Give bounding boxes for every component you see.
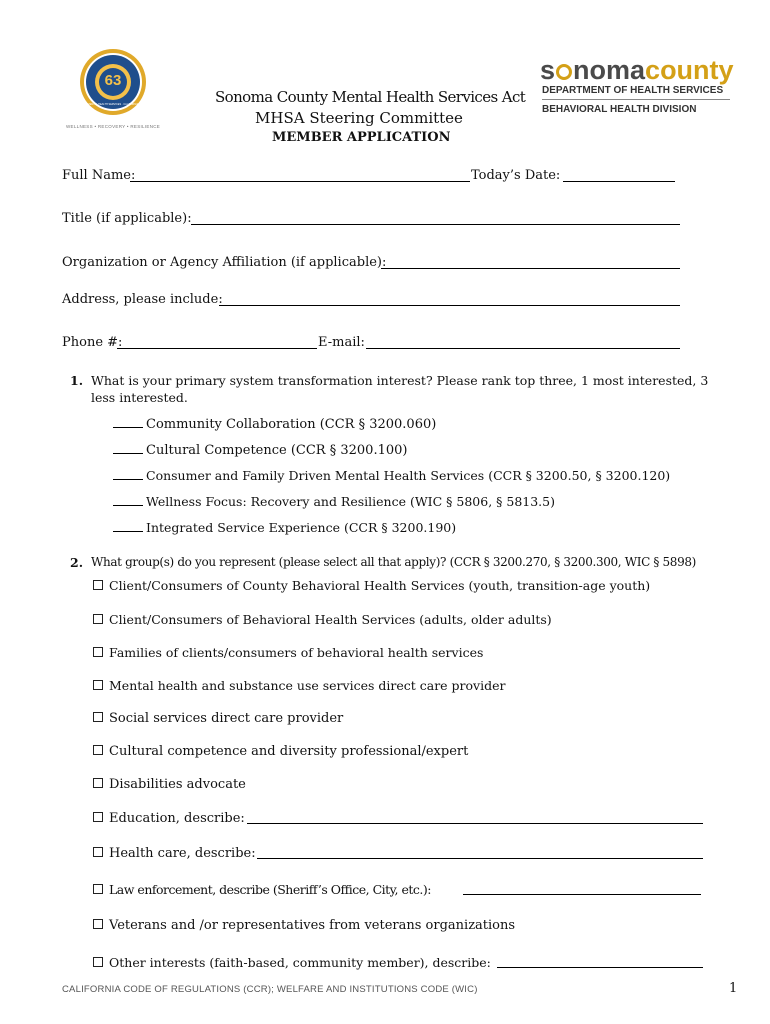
q2-option-3[interactable]: Families of clients/consumers of behavioral health services	[93, 645, 483, 660]
address-label: Address, please include:	[62, 292, 223, 307]
rank-blank[interactable]	[113, 416, 143, 428]
q1-option-1: Community Collaboration (CCR § 3200.060)	[113, 416, 436, 432]
q2-option-5[interactable]: Social services direct care provider	[93, 711, 343, 726]
checkbox-icon[interactable]	[93, 745, 103, 755]
checkbox-icon[interactable]	[93, 812, 103, 822]
q2-option-11[interactable]: Veterans and /or representatives from veterans organizations	[93, 918, 515, 933]
health-care-describe-input[interactable]	[257, 858, 703, 859]
title-input[interactable]	[191, 224, 680, 225]
q1-number: 1.	[70, 373, 84, 388]
doc-title-line3: MEMBER APPLICATION	[272, 130, 451, 145]
logo-county: county	[645, 55, 734, 85]
checkbox-icon[interactable]	[93, 957, 103, 967]
law-enforcement-describe-input[interactable]	[463, 894, 701, 895]
q2-option-4[interactable]: Mental health and substance use services direct care provider	[93, 678, 505, 693]
other-interests-describe-input[interactable]	[497, 967, 703, 968]
logo-division: BEHAVIORAL HEALTH DIVISION	[542, 104, 697, 115]
rank-blank[interactable]	[113, 520, 143, 532]
logo-o-mark	[556, 64, 572, 80]
checkbox-icon[interactable]	[93, 614, 103, 624]
q1-text-line2: less interested.	[91, 390, 188, 405]
rank-blank[interactable]	[113, 468, 143, 480]
checkbox-icon[interactable]	[93, 847, 103, 857]
full-name-input[interactable]	[130, 181, 470, 182]
q1-option-5: Integrated Service Experience (CCR § 3200.190)	[113, 520, 456, 535]
organization-input[interactable]	[381, 268, 680, 269]
doc-title-line1: Sonoma County Mental Health Services Act	[215, 88, 526, 106]
checkbox-icon[interactable]	[93, 919, 103, 929]
rank-blank[interactable]	[113, 442, 143, 454]
seal-number: 63	[104, 72, 122, 89]
seal-tagline: WELLNESS • RECOVERY • RESILIENCE	[66, 124, 161, 129]
county-seal-logo	[78, 47, 148, 117]
seal-ring-text: MENTAL HEALTH SERVICES · CALIFORNIA	[87, 103, 139, 106]
phone-input[interactable]	[117, 348, 317, 349]
logo-divider	[542, 99, 730, 100]
doc-title-line2: MHSA Steering Committee	[255, 109, 463, 127]
q1-option-4: Wellness Focus: Recovery and Resilience (WIC § 5806, § 5813.5)	[113, 494, 555, 509]
checkbox-icon[interactable]	[93, 712, 103, 722]
q1-option-2: Cultural Competence (CCR § 3200.100)	[113, 442, 407, 458]
todays-date-input[interactable]	[563, 181, 675, 182]
q2-option-2[interactable]: Client/Consumers of Behavioral Health Services (adults, older adults)	[93, 612, 552, 627]
q2-option-1[interactable]: Client/Consumers of County Behavioral Health Services (youth, transition-age youth)	[93, 578, 650, 593]
q2-option-9[interactable]: Health care, describe:	[93, 846, 256, 861]
logo-department: DEPARTMENT OF HEALTH SERVICES	[542, 85, 724, 96]
full-name-label: Full Name:	[62, 168, 136, 183]
title-label: Title (if applicable):	[62, 211, 192, 226]
address-input[interactable]	[219, 305, 680, 306]
education-describe-input[interactable]	[247, 823, 703, 824]
q2-option-10[interactable]: Law enforcement, describe (Sheriff’s Office, City, etc.):	[93, 882, 431, 897]
footer-text: CALIFORNIA CODE OF REGULATIONS (CCR); WELFARE AND INSTITUTIONS CODE (WIC)	[62, 984, 478, 995]
checkbox-icon[interactable]	[93, 884, 103, 894]
todays-date-label: Today’s Date:	[471, 168, 561, 183]
q1-option-3: Consumer and Family Driven Mental Health Services (CCR § 3200.50, § 3200.120)	[113, 468, 670, 483]
phone-label: Phone #:	[62, 335, 123, 350]
email-label: E-mail:	[318, 335, 365, 350]
email-input[interactable]	[366, 348, 680, 349]
page-number: 1	[729, 981, 738, 996]
q1-text-line1: What is your primary system transformation interest? Please rank top three, 1 most interested, 3	[91, 373, 709, 388]
checkbox-icon[interactable]	[93, 647, 103, 657]
sonoma-county-logo	[540, 55, 735, 125]
checkbox-icon[interactable]	[93, 778, 103, 788]
checkbox-icon[interactable]	[93, 580, 103, 590]
logo-s: s	[540, 55, 556, 85]
q2-option-6[interactable]: Cultural competence and diversity professional/expert	[93, 744, 468, 759]
q2-option-12[interactable]: Other interests (faith-based, community member), describe:	[93, 955, 491, 970]
q2-text: What group(s) do you represent (please select all that apply)? (CCR § 3200.270, § 3200.300, WIC § 5898)	[91, 555, 696, 569]
organization-label: Organization or Agency Affiliation (if applicable):	[62, 255, 387, 270]
checkbox-icon[interactable]	[93, 680, 103, 690]
logo-noma: noma	[573, 55, 646, 85]
q2-option-7[interactable]: Disabilities advocate	[93, 777, 246, 792]
q2-option-8[interactable]: Education, describe:	[93, 811, 245, 826]
rank-blank[interactable]	[113, 494, 143, 506]
q2-number: 2.	[70, 555, 84, 570]
